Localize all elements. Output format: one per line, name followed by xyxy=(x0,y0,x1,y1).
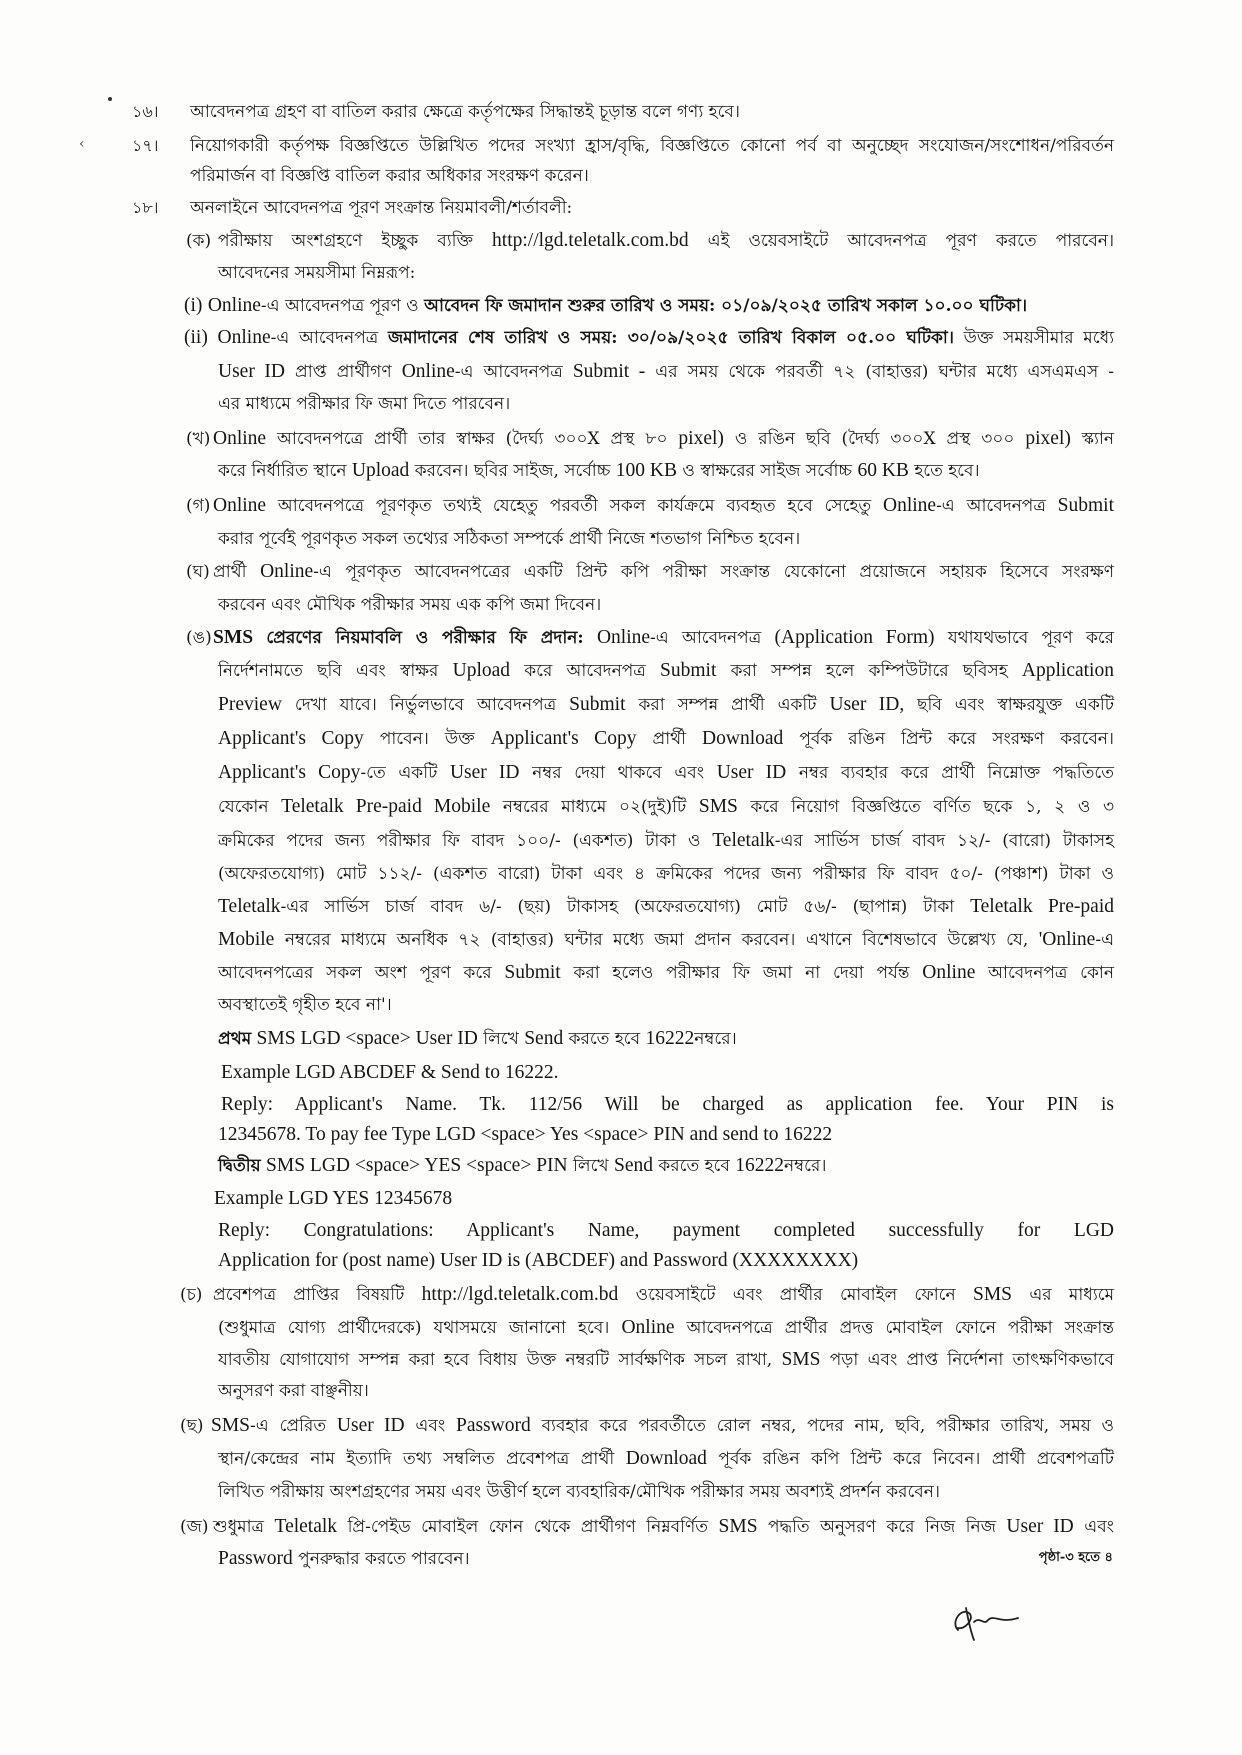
ga-line-1: Online আবেদনপত্রে পূরণকৃত তথ্যই যেহেতু পরবর্তী সকল কার্যক্রমে ব্যবহৃত হবে সেহেতু Online-এ আবেদনপত্র Submit xyxy=(213,495,1115,516)
uma-line-10: Mobile নম্বরের মাধ্যমে অনধিক ৭২ (বাহাত্তর) ঘন্টার মধ্যে জমা প্রদান করবেন। এখানে বিশেষভাবে উল্লেখ্য যে, 'Online-এ xyxy=(218,929,1115,950)
ka-line-1: পরীক্ষায় অংশগ্রহণে ইচ্ছুক ব্যক্তি http://lgd.teletalk.com.bd এই ওয়েবসাইটে আবেদনপত্র পূরণ করতে পারবেন। xyxy=(218,230,1115,251)
ka-line-2: আবেদনের সময়সীমা নিম্নরূপ: xyxy=(218,263,416,283)
uma-line-5: Applicant's Copy-তে একটি User ID নম্বর দেয়া থাকবে এবং User ID নম্বর ব্যবহার করে প্রার্থী নিম্নোক্ত পদ্ধতিতে xyxy=(218,762,1114,783)
uma-line-1: SMS প্রেরণের নিয়মাবলি ও পরীক্ষার ফি প্রদান: Online-এ আবেদনপত্র (Application Form) যথাযথভাবে পূরণ করে xyxy=(213,627,1115,648)
sms-example-2: Example LGD YES 12345678 xyxy=(214,1188,453,1209)
cha-line-2: (শুধুমাত্র যোগ্য প্রার্থীদেরকে) যথাসময়ে জানানো হবে। Online আবেদনপত্রে প্রার্থীর প্রদত্ত মোবাইল ফোনে পরীক্ষা সংক্রান্ত xyxy=(218,1317,1114,1338)
sms-reply-1-line-1: Reply: Applicant's Name. Tk. 112/56 Will be charged as application fee. Your PIN is xyxy=(221,1094,1114,1115)
uma-line-7: ক্রমিকের পদের জন্য পরীক্ষার ফি বাবদ ১০০/- (একশত) টাকা ও Teletalk-এর সার্ভিস চার্জ বাবদ ১২/- (বারো) টাকাসহ xyxy=(218,830,1114,851)
cha-line-1: প্রবেশপত্র প্রাপ্তির বিষয়টি http://lgd.teletalk.com.bd ওয়েবসাইটে এবং প্রার্থীর মোবাইল ফোনে SMS এর মাধ্যমে xyxy=(213,1284,1115,1305)
item-17-line-1: নিয়োগকারী কর্তৃপক্ষ বিজ্ঞপ্তিতে উল্লিখিত পদের সংখ্যা হ্রাস/বৃদ্ধি, বিজ্ঞপ্তিতে কোনো পর্ব বা অনুচ্ছেদ সংযোজন/সংশোধন/পরিবর্তন xyxy=(190,136,1114,156)
uma-line-9: Teletalk-এর সার্ভিস চার্জ বাবদ ৬/- (ছয়) টাকাসহ (অফেরতযোগ্য) মোট ৫৬/- (ছাপান্ন) টাকা Teletalk Pre-paid xyxy=(218,896,1114,917)
ka-ii-line-3: এর মাধ্যমে পরীক্ষার ফি জমা দিতে পারবেন। xyxy=(218,394,511,414)
ka-ii-line-1: (ii) Online-এ আবেদনপত্র জমাদানের শেষ তারিখ ও সময়: ৩০/০৯/২০২৫ তারিখ বিকাল ০৫.০০ ঘটিকা। উক্ত সময়সীমার মধ্যে xyxy=(184,327,1115,348)
sub-label: (ঙ) xyxy=(186,628,212,648)
item-number: ১৮। xyxy=(132,198,159,217)
sms-example-1: Example LGD ABCDEF & Send to 16222. xyxy=(221,1062,559,1083)
item-16-text: আবেদনপত্র গ্রহণ বা বাতিল করার ক্ষেত্রে কর্তৃপক্ষের সিদ্ধান্তই চূড়ান্ত বলে গণ্য হবে। xyxy=(190,102,740,122)
ja-line-2: Password পুনরুদ্ধার করতে পারবেন। xyxy=(218,1548,470,1569)
ka-ii-line-2: User ID প্রাপ্ত প্রার্থীগণ Online-এ আবেদনপত্র Submit - এর সময় থেকে পরবর্তী ৭২ (বাহাত্তর) ঘন্টার মধ্যে এসএমএস - xyxy=(218,361,1114,382)
uma-line-8: (অফেরতযোগ্য) মোট ১১২/- (একশত বারো) টাকা এবং ৪ ক্রমিকের পদের জন্য পরীক্ষার ফি বাবদ ৫০/- (পঞ্চাশ) টাকা ও xyxy=(218,864,1114,884)
ka-i-line: (i) Online-এ আবেদনপত্র পূরণ ও আবেদন ফি জমাদান শুরুর তারিখ ও সময়: ০১/০৯/২০২৫ তারিখ সকাল ১০.০০ ঘটিকা। xyxy=(184,295,1028,316)
uma-line-4: Applicant's Copy পাবেন। উক্ত Applicant's Copy প্রার্থী Download পূর্বক রঙিন প্রিন্ট করে সংরক্ষণ করবেন। xyxy=(218,728,1115,749)
sms-step-1: প্রথম SMS LGD <space> User ID লিখে Send করতে হবে 16222নম্বরে। xyxy=(218,1028,737,1049)
uma-line-2: নির্দেশনামতে ছবি এবং স্বাক্ষর Upload করে আবেদনপত্র Submit করা সম্পন্ন হলে কম্পিউটারে ছবিসহ Application xyxy=(218,660,1114,681)
uma-line-12: অবস্থাতেই গৃহীত হবে না'। xyxy=(218,995,392,1015)
sub-label: (ঘ) xyxy=(186,562,210,582)
sub-label: (খ) xyxy=(186,429,211,449)
page-number: পৃষ্ঠা-৩ হতে ৪ xyxy=(1038,1550,1113,1565)
sms-heading: প্রেরণের নিয়মাবলি ও পরীক্ষার ফি প্রদান: xyxy=(266,628,584,648)
scan-mark xyxy=(108,97,112,101)
end-date: জমাদানের শেষ তারিখ ও সময়: ৩০/০৯/২০২৫ তারিখ বিকাল ০৫.০০ ঘটিকা। xyxy=(387,328,954,348)
gha-line-1: প্রার্থী Online-এ পূরণকৃত আবেদনপত্রের একটি প্রিন্ট কপি পরীক্ষা সংক্রান্ত যেকোনো প্রয়োজনে সহায়ক হিসেবে সংরক্ষণ xyxy=(213,561,1114,582)
website-url: http://lgd.teletalk.com.bd xyxy=(492,230,689,251)
uma-line-6: যেকোন Teletalk Pre-paid Mobile নম্বরের মাধ্যমে ০২(দুই)টি SMS করে নিয়োগ বিজ্ঞপ্তিতে বর্ণিত ছকে ১, ২ ও ৩ xyxy=(218,796,1115,817)
chha-line-1: SMS-এ প্রেরিত User ID এবং Password ব্যবহার করে পরবর্তীতে রোল নম্বর, পদের নাম, ছবি, পরীক্ষার তারিখ, সময় ও xyxy=(211,1415,1115,1436)
uma-line-3: Preview দেখা যাবে। নির্ভুলভাবে আবেদনপত্র Submit করা সম্পন্ন প্রার্থী একটি User ID, ছবি এবং স্বাক্ষরযুক্ত একটি xyxy=(218,694,1114,715)
sms-reply-1-line-2: 12345678. To pay fee Type LGD <space> Yes <space> PIN and send to 16222 xyxy=(218,1124,833,1145)
sms-step-2: দ্বিতীয় SMS LGD <space> YES <space> PIN লিখে Send করতে হবে 16222নম্বরে। xyxy=(218,1155,827,1176)
cha-line-3: যাবতীয় যোগাযোগ সম্পন্ন করা হবে বিধায় উক্ত নম্বরটি সার্বক্ষণিক সচল রাখা, SMS পড়া এবং প্রাপ্ত নির্দেশনা তাৎক্ষণিকভাবে xyxy=(218,1349,1114,1370)
start-date: আবেদন ফি জমাদান শুরুর তারিখ ও সময়: ০১/০৯/২০২৫ তারিখ সকাল ১০.০০ ঘটিকা। xyxy=(424,296,1028,316)
sub-label: (ছ) xyxy=(180,1416,204,1436)
scan-mark: ‹ xyxy=(79,136,85,152)
item-number: ১৭। xyxy=(132,136,159,155)
item-17-line-2: পরিমার্জন বা বিজ্ঞপ্তি বাতিল করার অধিকার সংরক্ষণ করেন। xyxy=(190,166,589,186)
uma-line-11: আবেদনপত্রের সকল অংশ পূরণ করে Submit করা হলেও পরীক্ষার ফি জমা না দেয়া পর্যন্ত Online আবেদনপত্র কোন xyxy=(218,962,1115,983)
kha-line-1: Online আবেদনপত্রে প্রার্থী তার স্বাক্ষর (দৈর্ঘ্য ৩০০X প্রস্থ ৮০ pixel) ও রঙিন ছবি (দৈর্ঘ্য ৩০০X প্রস্থ ৩০০ pixel) স্ক্যান xyxy=(213,428,1115,449)
cha-line-4: অনুসরণ করা বাঞ্ছনীয়। xyxy=(218,1381,369,1401)
ga-line-2: করার পূর্বেই পূরণকৃত সকল তথ্যের সঠিকতা সম্পর্কে প্রার্থী নিজে শতভাগ নিশ্চিত হবেন। xyxy=(218,529,801,549)
sms-reply-2-line-1: Reply: Congratulations: Applicant's Name, payment completed successfully for LGD xyxy=(218,1220,1114,1241)
sub-label: (গ) xyxy=(186,496,211,516)
ja-line-1: শুধুমাত্র Teletalk প্রি-পেইড মোবাইল ফোন থেকে প্রার্থীগণ নিম্নবর্ণিত SMS পদ্ধতি অনুসরণ করে নিজ নিজ User ID এবং xyxy=(213,1516,1114,1537)
sms-reply-2-line-2: Application for (post name) User ID is (ABCDEF) and Password (XXXXXXXX) xyxy=(218,1250,859,1271)
sub-label: (চ) xyxy=(180,1285,203,1305)
kha-line-2: করে নির্ধারিত স্থানে Upload করবেন। ছবির সাইজ, সর্বোচ্চ 100 KB ও স্বাক্ষরের সাইজ সর্বোচ্চ 60 KB হতে হবে। xyxy=(218,460,980,481)
signature-icon xyxy=(944,1600,1024,1644)
sub-label: (জ) xyxy=(180,1517,209,1537)
chha-line-3: লিখিত পরীক্ষায় অংশগ্রহণের সময় এবং উত্তীর্ণ হলে ব্যবহারিক/মৌখিক পরীক্ষার সময় অবশ্যই প্রদর্শন করবেন। xyxy=(218,1482,940,1502)
sub-label: (ক) xyxy=(186,231,212,251)
item-number: ১৬। xyxy=(132,102,159,121)
gha-line-2: করবেন এবং মৌখিক পরীক্ষার সময় এক কপি জমা দিবেন। xyxy=(218,595,602,615)
chha-line-2: স্থান/কেন্দ্রের নাম ইত্যাদি তথ্য সম্বলিত প্রবেশপত্র প্রার্থী Download পূর্বক রঙিন কপি প্রিন্ট করে নিবেন। প্রার্থী প্রবেশপত্রটি xyxy=(218,1448,1114,1469)
item-18-heading: অনলাইনে আবেদনপত্র পূরণ সংক্রান্ত নিয়মাবলী/শর্তাবলী: xyxy=(190,198,573,218)
